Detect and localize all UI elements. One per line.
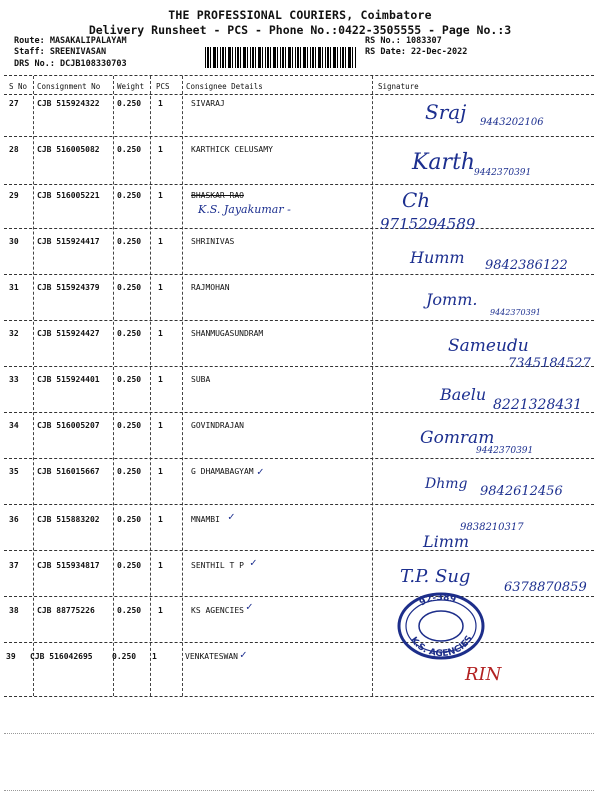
signature-phone: 9442370391: [476, 446, 534, 456]
row-consignee: RAJMOHAN: [191, 283, 230, 292]
company-title: THE PROFESSIONAL COURIERS, Coimbatore: [168, 8, 432, 22]
check-icon: ✓: [240, 648, 247, 661]
row-consignee: SHANMUGASUNDRAM: [191, 329, 264, 338]
row-rule: [4, 696, 594, 697]
row-consignment: CJB 88775226: [37, 606, 95, 615]
row-sno: 27: [9, 99, 19, 108]
row-weight: 0.250: [117, 467, 142, 476]
signature-phone: 8221328431: [493, 397, 583, 413]
barcode: [205, 47, 357, 68]
row-weight: 0.250: [117, 515, 142, 524]
row-pcs: 1: [158, 606, 163, 615]
row-sno: 39: [6, 652, 16, 661]
signature-phone: 9842386122: [485, 258, 568, 273]
signature-phone: 6378870859: [504, 580, 587, 595]
row-weight: 0.250: [117, 237, 142, 246]
row-consignment: CJB 516005221: [37, 191, 100, 200]
col-sno: S No: [9, 82, 28, 91]
signature: Ch: [402, 188, 431, 212]
row-pcs: 1: [152, 652, 157, 661]
header-rule-bottom: [4, 94, 594, 95]
row-rule: [4, 366, 594, 367]
header-rule-top: [4, 75, 594, 76]
row-sno: 35: [9, 467, 19, 476]
drs-number: DRS No.: DCJB108330703: [14, 59, 127, 69]
table-row: [0, 283, 600, 329]
row-weight: 0.250: [117, 283, 142, 292]
signature-phone: 9443202106: [480, 117, 544, 128]
check-icon: ✓: [257, 465, 264, 478]
row-consignment: CJB 516005082: [37, 145, 100, 154]
row-weight: 0.250: [117, 375, 142, 384]
row-consignee: BHASKAR RAO: [191, 191, 244, 200]
footer-rule: [4, 733, 594, 734]
rs-number: RS No.: 1083307: [365, 36, 442, 46]
signature-phone: 9842612456: [480, 484, 563, 499]
col-consignee: Consignee Details: [186, 82, 263, 91]
row-sno: 30: [9, 237, 19, 246]
row-sno: 36: [9, 515, 19, 524]
check-icon: ✓: [228, 510, 235, 523]
footer-rule: [4, 790, 594, 791]
row-consignment: CJB 515883202: [37, 515, 100, 524]
row-weight: 0.250: [117, 329, 142, 338]
row-consignee: GOVINDRAJAN: [191, 421, 244, 430]
row-pcs: 1: [158, 329, 163, 338]
signature: Gomram: [420, 428, 495, 448]
check-icon: ✓: [250, 556, 257, 569]
table-row: [0, 421, 600, 467]
row-consignee: MNAMBI: [191, 515, 220, 524]
row-sno: 38: [9, 606, 19, 615]
signature: RIN: [465, 664, 502, 685]
row-rule: [4, 596, 594, 597]
row-consignment: CJB 515934817: [37, 561, 100, 570]
row-consignment: CJB 515924322: [37, 99, 100, 108]
signature: Jomm.: [426, 290, 478, 309]
table-row: [0, 191, 600, 237]
handwritten-name-correction: K.S. Jayakumar -: [198, 203, 291, 216]
signature-phone: 9442370391: [474, 168, 532, 178]
row-pcs: 1: [158, 421, 163, 430]
row-rule: [4, 550, 594, 551]
row-consignment: CJB 516042695: [30, 652, 93, 661]
signature: Baelu: [440, 385, 487, 404]
signature-phone: 9838210317: [460, 522, 524, 533]
row-consignee: SHRINIVAS: [191, 237, 235, 246]
row-consignee: KARTHICK CELUSAMY: [191, 145, 273, 154]
row-weight: 0.250: [117, 191, 142, 200]
agency-stamp: [395, 590, 487, 660]
staff-label: Staff: SREENIVASAN: [14, 47, 107, 57]
row-consignee: SIVARAJ: [191, 99, 225, 108]
row-weight: 0.250: [117, 145, 142, 154]
row-weight: 0.250: [117, 421, 142, 430]
table-row: [0, 652, 600, 698]
row-consignment: CJB 515924417: [37, 237, 100, 246]
row-pcs: 1: [158, 237, 163, 246]
signature: Sraj: [425, 100, 467, 124]
row-weight: 0.250: [112, 652, 137, 661]
row-consignment: CJB 515924379: [37, 283, 100, 292]
row-consignment: CJB 516005207: [37, 421, 100, 430]
row-sno: 37: [9, 561, 19, 570]
signature: Karth: [412, 150, 476, 175]
check-icon: ✓: [246, 600, 253, 613]
row-pcs: 1: [158, 145, 163, 154]
col-weight: Weight: [117, 82, 145, 91]
row-rule: [4, 504, 594, 505]
row-sno: 34: [9, 421, 19, 430]
table-row: [0, 606, 600, 652]
row-consignment: CJB 515924401: [37, 375, 100, 384]
row-pcs: 1: [158, 467, 163, 476]
row-pcs: 1: [158, 283, 163, 292]
row-sno: 33: [9, 375, 19, 384]
signature-phone: 9715294589: [380, 215, 476, 233]
row-consignee: KS AGENCIES: [191, 606, 244, 615]
row-pcs: 1: [158, 99, 163, 108]
row-weight: 0.250: [117, 606, 142, 615]
row-rule: [4, 458, 594, 459]
row-pcs: 1: [158, 375, 163, 384]
signature-phone: 7345184527: [508, 356, 591, 371]
signature: Dhmg: [425, 476, 468, 492]
signature: Humm: [410, 248, 465, 267]
stamp-text: K.S. AGENCIES: [408, 634, 475, 660]
row-weight: 0.250: [117, 99, 142, 108]
col-pcs: PCS: [156, 82, 170, 91]
route-label: Route: MASAKALIPALAYAM: [14, 36, 127, 46]
row-consignment: CJB 516015667: [37, 467, 100, 476]
row-consignee: VENKATESWAN: [185, 652, 238, 661]
stamp-number: 92-389: [417, 592, 458, 609]
row-consignment: CJB 515924427: [37, 329, 100, 338]
col-consignment: Consignment No: [37, 82, 101, 91]
row-rule: [4, 320, 594, 321]
signature: Sameudu: [448, 336, 529, 356]
row-pcs: 1: [158, 191, 163, 200]
row-rule: [4, 274, 594, 275]
row-sno: 31: [9, 283, 19, 292]
row-pcs: 1: [158, 515, 163, 524]
row-sno: 29: [9, 191, 19, 200]
row-pcs: 1: [158, 561, 163, 570]
rs-date: RS Date: 22-Dec-2022: [365, 47, 468, 57]
row-rule: [4, 136, 594, 137]
row-consignee: SENTHIL T P: [191, 561, 244, 570]
col-signature: Signature: [378, 82, 419, 91]
row-rule: [4, 228, 594, 229]
runsheet-subtitle: Delivery Runsheet - PCS - Phone No.:0422-3505555 - Page No.:3: [88, 23, 512, 37]
row-rule: [4, 642, 594, 643]
signature-phone: 9442370391: [490, 308, 541, 317]
signature: Limm: [423, 532, 470, 551]
row-weight: 0.250: [117, 561, 142, 570]
row-rule: [4, 184, 594, 185]
signature: T.P. Sug: [400, 566, 471, 587]
row-consignee: SUBA: [191, 375, 211, 384]
row-consignee: G DHAMABAGYAM: [191, 467, 254, 476]
row-sno: 32: [9, 329, 19, 338]
row-sno: 28: [9, 145, 19, 154]
